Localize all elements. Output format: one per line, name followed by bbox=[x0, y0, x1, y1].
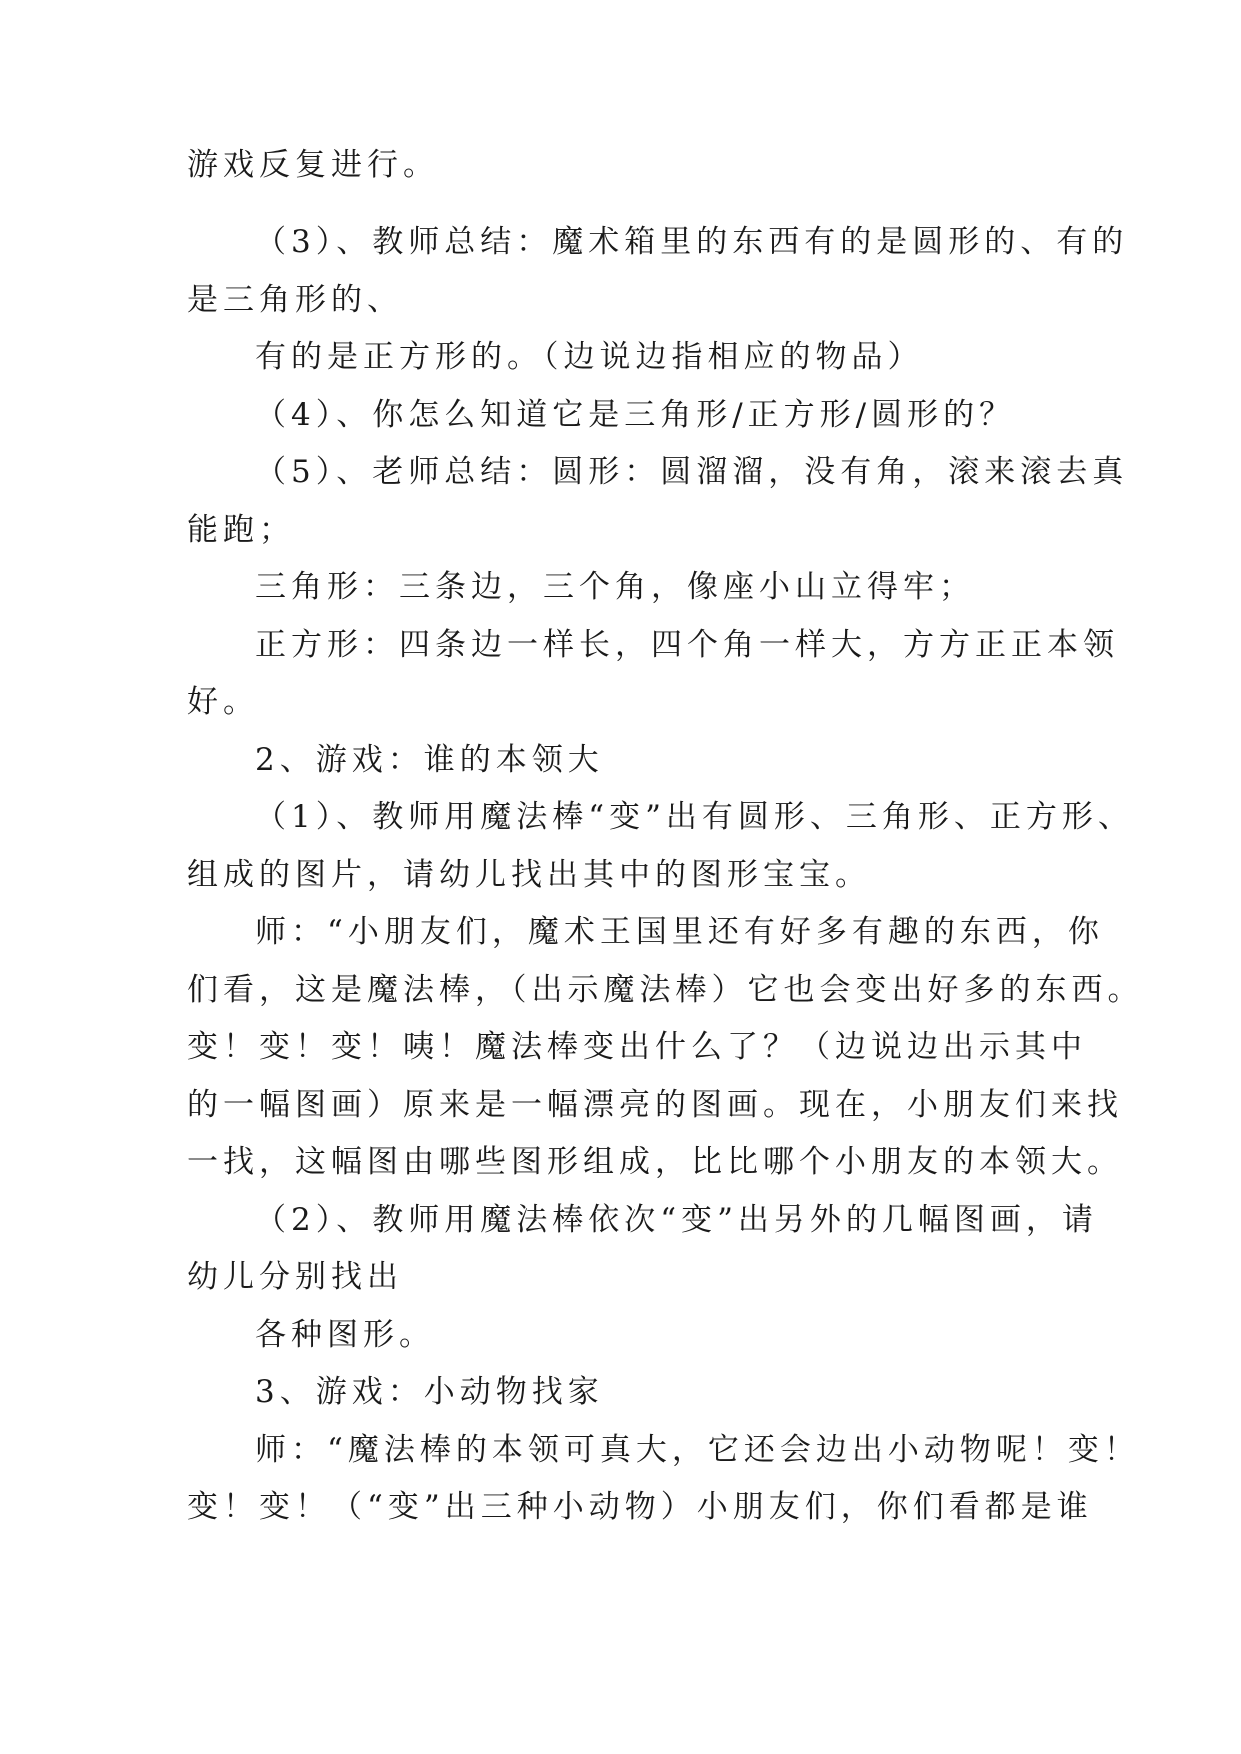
text-line: 正方形：四条边一样长，四个角一样大，方方正正本领 bbox=[255, 627, 1119, 663]
text-line: 3、游戏：小动物找家 bbox=[255, 1374, 604, 1410]
text-line: （1）、教师用魔法棒“变”出有圆形、三角形、正方形、 bbox=[255, 799, 1134, 835]
text-line: 有的是正方形的。（边说边指相应的物品） bbox=[255, 339, 924, 375]
text-line: 变！变！变！咦！魔法棒变出什么了？（边说边出示其中 bbox=[187, 1029, 1087, 1065]
text-line: 好。 bbox=[187, 684, 259, 720]
text-line: 组成的图片，请幼儿找出其中的图形宝宝。 bbox=[187, 857, 871, 893]
text-line: 各种图形。 bbox=[255, 1317, 435, 1353]
text-line: 能跑； bbox=[187, 512, 295, 548]
text-line: 的一幅图画）原来是一幅漂亮的图画。现在，小朋友们来找 bbox=[187, 1087, 1123, 1123]
text-line: 游戏反复进行。 bbox=[187, 147, 439, 183]
text-line: 师：“小朋友们，魔术王国里还有好多有趣的东西，你 bbox=[255, 914, 1104, 950]
text-line: 们看，这是魔法棒，（出示魔法棒）它也会变出好多的东西。 bbox=[187, 972, 1144, 1008]
text-line: （5）、老师总结：圆形：圆溜溜，没有角，滚来滚去真 bbox=[255, 454, 1129, 490]
text-line: （2）、教师用魔法棒依次“变”出另外的几幅图画，请 bbox=[255, 1202, 1098, 1238]
text-line: （4）、你怎么知道它是三角形/正方形/圆形的？ bbox=[255, 397, 1016, 433]
text-line: 变！变！（“变”出三种小动物）小朋友们，你们看都是谁 bbox=[187, 1489, 1093, 1525]
text-line: 三角形：三条边，三个角，像座小山立得牢； bbox=[255, 569, 975, 605]
text-line: （3）、教师总结：魔术箱里的东西有的是圆形的、有的 bbox=[255, 224, 1129, 260]
text-line: 2、游戏：谁的本领大 bbox=[255, 742, 604, 778]
text-line: 一找，这幅图由哪些图形组成，比比哪个小朋友的本领大。 bbox=[187, 1144, 1123, 1180]
text-line: 是三角形的、 bbox=[187, 282, 403, 318]
text-line: 师：“魔法棒的本领可真大，它还会边出小动物呢！变！ bbox=[255, 1432, 1140, 1468]
text-line: 幼儿分别找出 bbox=[187, 1259, 403, 1295]
